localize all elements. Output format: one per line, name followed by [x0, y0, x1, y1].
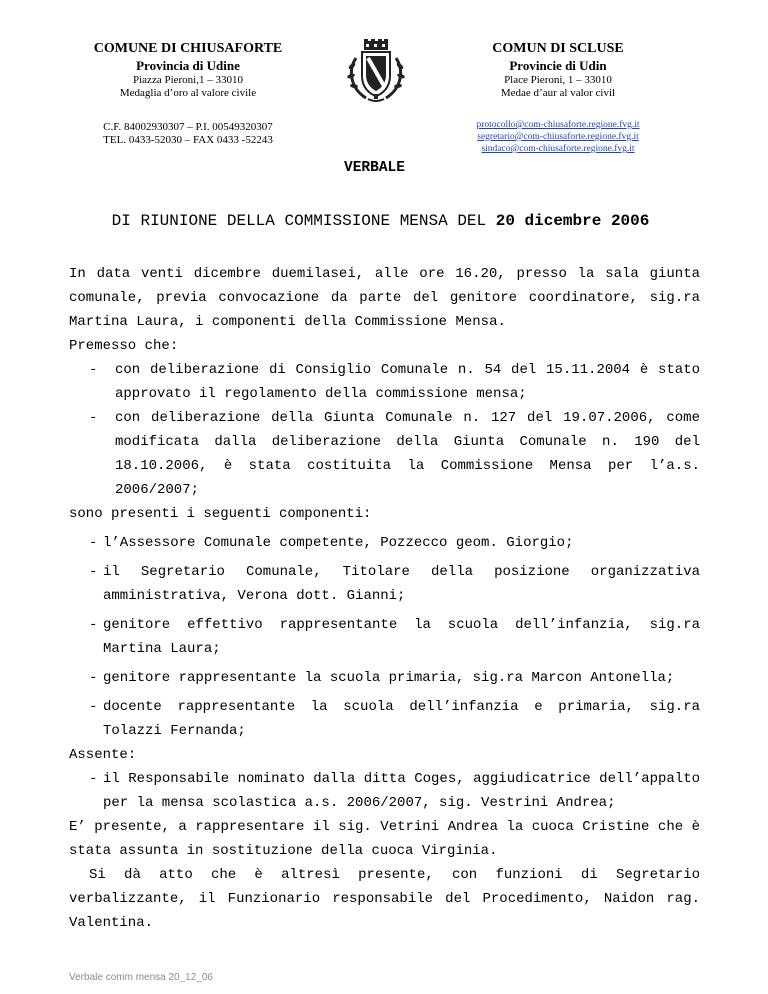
list-item: - genitore rappresentante la scuola primaria, sig.ra Marcon Antonella; — [89, 670, 675, 686]
cf-pi: C.F. 84002930307 – P.I. 00549320307 — [103, 121, 273, 133]
list-item: - il Segretario Comunale, Titolare della posizione organizzativa amministrativa, Verona dott. Gianni; — [89, 564, 700, 604]
header-left — [70, 40, 306, 147]
list-item: - il Responsabile nominato dalla ditta Coges, aggiudicatrice dell’appalto per la mensa scolastica a.s. 2006/2007, sig. Vestrini Andrea; — [89, 771, 700, 811]
subtitle-date: 20 dicembre 2006 — [495, 212, 650, 230]
list-item: - docente rappresentante la scuola dell’infanzia e primaria, sig.ra Tolazzi Fernanda; — [89, 699, 700, 739]
atto-note: Si dà atto che è altresì presente, con funzioni di Segretario verbalizzante, il Funzionario responsabile del Procedimento, Naidon rag. Valentina. — [69, 867, 700, 931]
address: Piazza Pieroni,1 – 33010 — [133, 74, 243, 86]
list-item: - genitore effettivo rappresentante la scuola dell’infanzia, sig.ra Martina Laura; — [89, 617, 700, 657]
premesso-item-2: con deliberazione della Giunta Comunale n. 127 del 19.07.2006, come modificata dalla deliberazione della Giunta Comunale n. 190 del 18.10.2006, è stata costituita la Commissione Mensa per l’a.s. 2006/2007; — [115, 410, 700, 498]
premesso-label: Premesso che: — [69, 338, 179, 354]
assente-item-1: il Responsabile nominato dalla ditta Coges, aggiudicatrice dell’appalto per la mensa scolastica a.s. 2006/2007, sig. Vestrini Andrea; — [103, 771, 700, 811]
page-footer: Verbale comm mensa 20_12_06 — [69, 972, 213, 983]
presenti-item-2: il Segretario Comunale, Titolare della posizione organizzativa amministrativa, Verona dott. Gianni; — [103, 564, 700, 604]
document-title: VERBALE — [344, 160, 405, 176]
presenti-item-4: genitore rappresentante la scuola primaria, sig.ra Marcon Antonella; — [103, 670, 675, 686]
provincie-name: Provincie di Udin — [509, 58, 607, 73]
medal-text-friulian: Medae d’aur al valor civil — [500, 87, 616, 99]
list-item: - con deliberazione di Consiglio Comunale n. 54 del 15.11.2004 è stato approvato il regolamento della commissione mensa; — [89, 362, 700, 402]
address-friulian: Place Pieroni, 1 – 33010 — [504, 74, 612, 86]
presenti-item-1: l’Assessore Comunale competente, Pozzecco geom. Giorgio; — [103, 535, 574, 551]
premesso-item-1: con deliberazione di Consiglio Comunale n. 54 del 15.11.2004 è stato approvato il regolamento della commissione mensa; — [115, 362, 700, 402]
header-right — [440, 40, 676, 155]
email-segretario-link[interactable]: segretario@com-chiusaforte.regione.fvg.it — [477, 132, 639, 142]
email-sindaco-link[interactable]: sindaco@com-chiusaforte.regione.fvg.it — [481, 144, 635, 154]
comune-name: COMUNE DI CHIUSAFORTE — [93, 41, 283, 56]
email-links — [440, 119, 676, 155]
list-item: - l’Assessore Comunale competente, Pozzecco geom. Giorgio; — [89, 535, 574, 551]
presente-note: E’ presente, a rappresentare il sig. Vetrini Andrea la cuoca Cristine che è stata assunta in sostituzione della cuoca Virginia. — [69, 819, 700, 859]
presenti-item-5: docente rappresentante la scuola dell’infanzia e primaria, sig.ra Tolazzi Fernanda; — [103, 699, 700, 739]
coat-of-arms-icon — [344, 38, 408, 104]
presenti-label: sono presenti i seguenti componenti: — [69, 506, 372, 522]
phone-fax: TEL. 0433-52030 – FAX 0433 -52243 — [103, 134, 273, 146]
subtitle-prefix: DI RIUNIONE DELLA COMMISSIONE MENSA DEL — [111, 212, 496, 230]
document-subtitle — [61, 212, 700, 238]
comun-name: COMUN DI SCLUSE — [492, 41, 624, 56]
email-protocollo-link[interactable]: protocollo@com-chiusaforte.regione.fvg.it — [476, 120, 640, 130]
fiscal-info — [70, 121, 306, 147]
provincia-name: Provincia di Udine — [136, 58, 240, 73]
document-body — [69, 160, 700, 935]
presenti-item-3: genitore effettivo rappresentante la scuola dell’infanzia, sig.ra Martina Laura; — [103, 617, 700, 657]
medal-text: Medaglia d’oro al valore civile — [119, 87, 257, 99]
list-item: - con deliberazione della Giunta Comunale n. 127 del 19.07.2006, come modificata dalla deliberazione della Giunta Comunale n. 190 del 18.10.2006, è stata costituita la Commissione Mensa per l’a.s. 2006/2007; — [89, 410, 700, 498]
intro-paragraph: In data venti dicembre duemilasei, alle ore 16.20, presso la sala giunta comunale, previa convocazione da parte del genitore coordinatore, sig.ra Martina Laura, i componenti della Commissione Mensa. — [69, 266, 700, 330]
assente-label: Assente: — [69, 747, 137, 763]
